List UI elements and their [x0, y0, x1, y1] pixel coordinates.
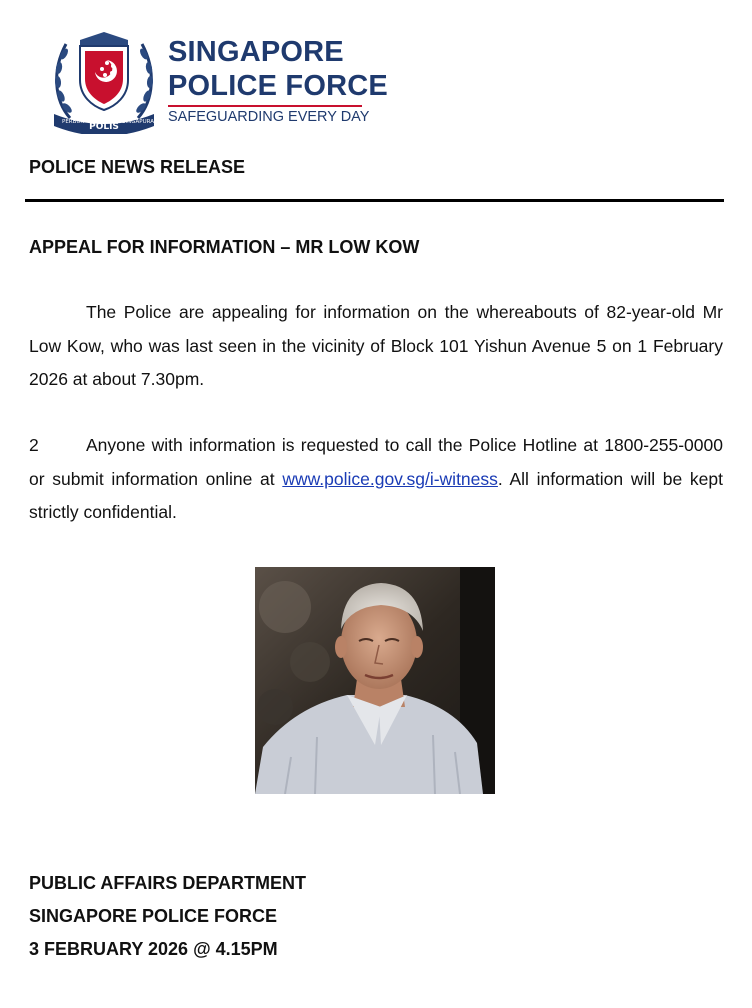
spf-logo: [50, 30, 388, 134]
logo-divider: [168, 105, 362, 107]
i-witness-link[interactable]: www.police.gov.sg/i-witness: [282, 468, 498, 489]
footer-organisation: SINGAPORE POLICE FORCE: [29, 906, 278, 926]
svg-text:PERBUK: PERBUK: [62, 119, 85, 125]
logo-tagline: SAFEGUARDING EVERY DAY: [168, 109, 370, 125]
paragraph-2-number: 2: [29, 435, 39, 455]
footer-date: 3 FEBRUARY 2026 @ 4.15PM: [29, 939, 278, 959]
police-crest-icon: [50, 30, 158, 134]
paragraph-1: [29, 296, 723, 397]
header-divider: [25, 199, 724, 202]
missing-person-photo: [255, 567, 495, 794]
news-release-label: POLICE NEWS RELEASE: [29, 157, 246, 177]
svg-text:POLIS: POLIS: [89, 122, 119, 132]
footer-department: PUBLIC AFFAIRS DEPARTMENT: [29, 873, 306, 893]
logo-name-line1: SINGAPORE: [168, 36, 344, 68]
paragraph-2: [29, 429, 723, 530]
logo-name-line2: POLICE FORCE: [168, 70, 388, 102]
svg-text:SINGAPURA: SINGAPURA: [122, 119, 154, 125]
paragraph-2-text-after: . All information will be kept strictly confidential.: [29, 468, 723, 522]
paragraph-2-text-before: Anyone with information is requested to call the Police Hotline at 1800-255-0000 or submit information online at: [29, 435, 723, 489]
paragraph-1-text: The Police are appealing for information on the whereabouts of 82-year-old Mr Low Kow, who was last seen in the vicinity of Block 101 Yishun Avenue 5 on 1 February 2026 at about 7.30pm.: [29, 302, 723, 389]
release-headline: APPEAL FOR INFORMATION – MR LOW KOW: [29, 237, 420, 257]
